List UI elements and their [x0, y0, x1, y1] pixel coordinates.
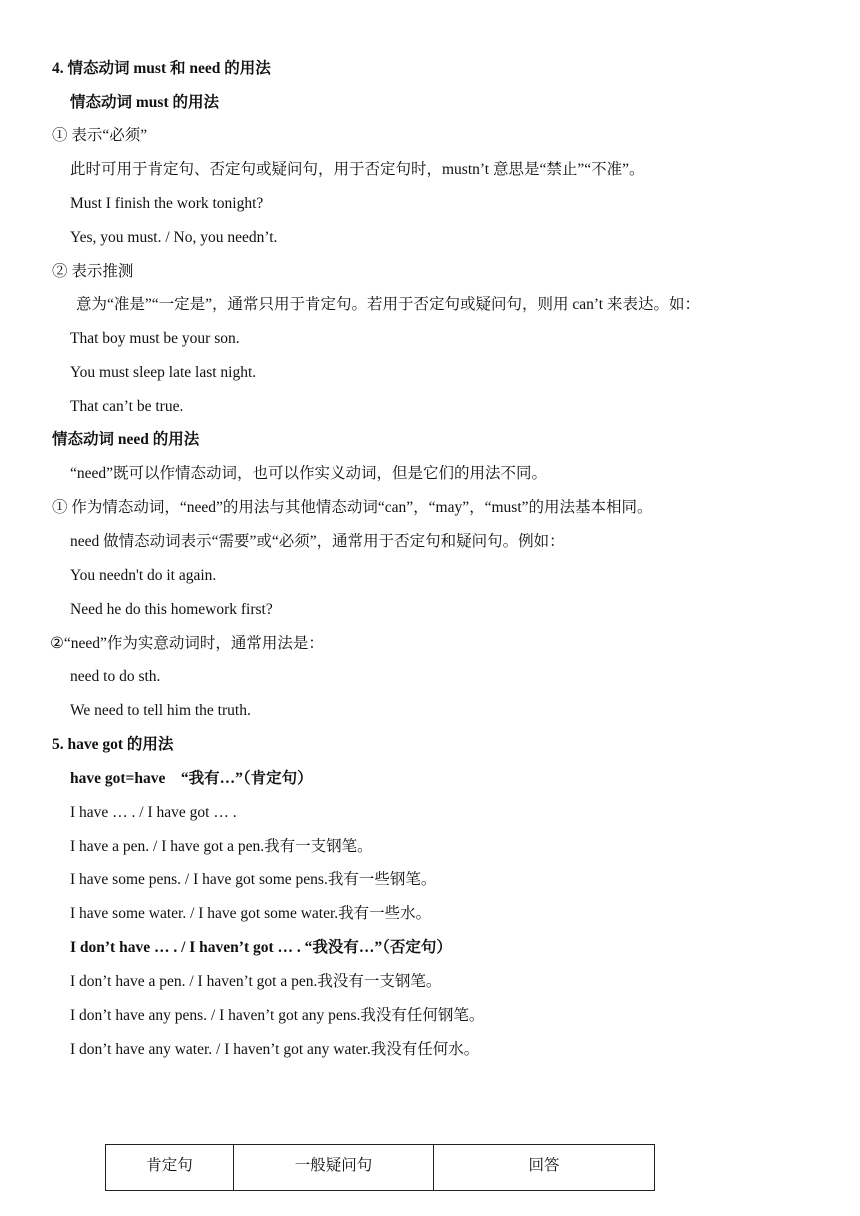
example-sentence: We need to tell him the truth.: [70, 702, 251, 719]
subheading-need: 情态动词 need 的用法: [52, 431, 200, 448]
example-sentence: I have some pens. / I have got some pens.我有一些钢笔。: [70, 871, 437, 888]
example-sentence: I have … . / I have got … .: [70, 804, 237, 821]
subheading-have-got-negative: I don’t have … . / I haven’t got … . “我没有…”（否定句）: [70, 939, 452, 956]
example-sentence: I don’t have any water. / I haven’t got any water.我没有任何水。: [70, 1041, 480, 1058]
example-sentence: That can’t be true.: [70, 398, 184, 415]
list-item-need-2: ②“need”作为实意动词时，通常用法是：: [50, 635, 324, 652]
subheading-have-got-positive: have got=have “我有…”（肯定句）: [70, 770, 313, 787]
paragraph-must-1: 此时可用于肯定句、否定句或疑问句，用于否定句时，mustn’t 意思是“禁止”“不准”。: [70, 161, 645, 178]
example-sentence: That boy must be your son.: [70, 330, 240, 347]
section-heading-4: 4. 情态动词 must 和 need 的用法: [52, 60, 271, 77]
example-sentence: Need he do this homework first?: [70, 601, 273, 618]
example-sentence: You must sleep late last night.: [70, 364, 257, 381]
list-item-must-2: ② 表示推测: [52, 263, 134, 280]
example-sentence: Yes, you must. / No, you needn’t.: [70, 229, 278, 246]
list-item-need-1: ① 作为情态动词，“need”的用法与其他情态动词“can”，“may”，“must”的用法基本相同。: [52, 499, 653, 516]
example-sentence: I have some water. / I have got some water.我有一些水。: [70, 905, 432, 922]
paragraph-need-1: need 做情态动词表示“需要”或“必须”，通常用于否定句和疑问句。例如：: [70, 533, 565, 550]
example-sentence: I have a pen. / I have got a pen.我有一支钢笔。: [70, 838, 373, 855]
table-header-cell: 回答: [434, 1145, 655, 1191]
table-header-cell: 肯定句: [106, 1145, 234, 1191]
list-item-must-1: ① 表示“必须”: [52, 127, 148, 144]
example-sentence: I don’t have a pen. / I haven’t got a pen.我没有一支钢笔。: [70, 973, 442, 990]
subheading-must: 情态动词 must 的用法: [70, 94, 219, 111]
table-header-cell: 一般疑问句: [234, 1145, 434, 1191]
example-sentence: need to do sth.: [70, 668, 161, 685]
table-header-row: [106, 1145, 655, 1191]
sentence-type-table: [105, 1144, 655, 1191]
paragraph-need-intro: “need”既可以作情态动词，也可以作实义动词，但是它们的用法不同。: [70, 465, 548, 482]
paragraph-must-2: 意为“准是”“一定是”，通常只用于肯定句。若用于否定句或疑问句，则用 can’t 来表达。如：: [76, 296, 700, 313]
example-sentence: Must I finish the work tonight?: [70, 195, 264, 212]
example-sentence: You needn't do it again.: [70, 567, 217, 584]
section-heading-5: 5. have got 的用法: [52, 736, 174, 753]
example-sentence: I don’t have any pens. / I haven’t got any pens.我没有任何钢笔。: [70, 1007, 485, 1024]
